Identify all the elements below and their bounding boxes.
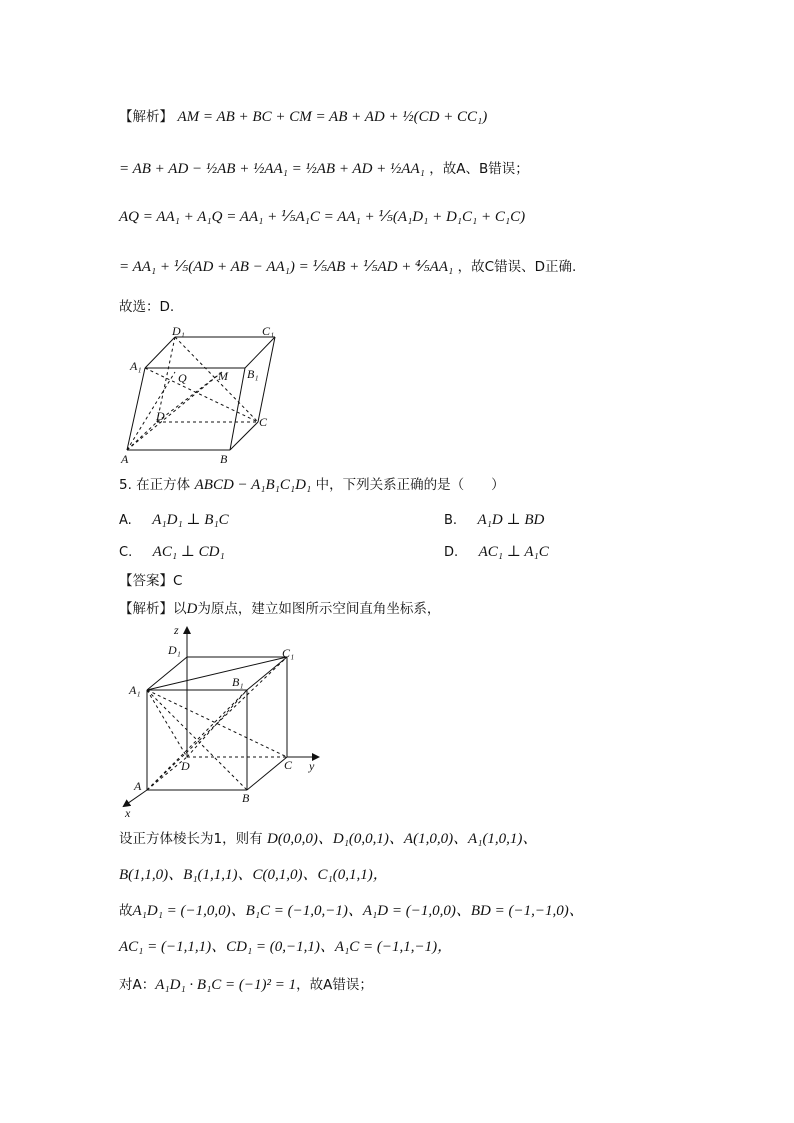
label-B1: B₁ xyxy=(232,675,244,689)
question-stem xyxy=(119,476,505,494)
analysis-label: 【解析】 xyxy=(119,601,173,617)
origin-point: D xyxy=(186,601,198,617)
coords-line-3 xyxy=(119,902,584,920)
prev-solution-line-3 xyxy=(119,208,525,226)
option-text: AC₁ ⊥ CD₁ xyxy=(152,544,225,560)
conclusion-text: ，故A错误； xyxy=(296,977,373,993)
answer-value: C xyxy=(173,573,183,589)
label-D: D xyxy=(181,759,190,773)
analysis-intro xyxy=(119,600,440,618)
prev-solution-line-2 xyxy=(119,160,529,178)
label-D: D xyxy=(156,409,165,423)
label-C1: C₁ xyxy=(282,646,295,660)
label-z: z xyxy=(174,623,179,637)
option-label: C. xyxy=(119,545,133,560)
vector-equation: AM = AB + BC + CM = AB + AD + ½(CD + CC₁) xyxy=(177,109,488,125)
label-B: B xyxy=(220,452,228,465)
solution-label: 【解析】 xyxy=(119,109,173,125)
label-x: x xyxy=(125,806,131,820)
prev-solution-line-4 xyxy=(119,258,576,276)
dot-product: A₁D₁ · B₁C = (−1)² = 1 xyxy=(155,977,297,993)
coords-text: 故 xyxy=(119,903,133,919)
label-A: A xyxy=(121,452,129,465)
label-y: y xyxy=(309,759,315,773)
vector-list: AC₁ = (−1,1,1)、CD₁ = (0,−1,1)、A₁C = (−1,1,−1)， xyxy=(119,939,453,955)
option-label: D. xyxy=(444,545,459,560)
label-D1: D₁ xyxy=(172,324,185,338)
vector-list: A₁D₁ = (−1,0,0)、B₁C = (−1,0,−1)、A₁D = (−1,0,0)、BD = (−1,−1,0)、 xyxy=(132,903,584,919)
label-C: C xyxy=(284,758,293,772)
label-A1: A₁ xyxy=(129,683,141,697)
vector-equation: = AA₁ + ⅕(AD + AB − AA₁) = ⅕AB + ⅕AD + ⅘AA₁ xyxy=(119,259,454,275)
parallelepiped-figure xyxy=(112,320,292,465)
cube-coordinate-figure xyxy=(112,620,327,820)
conclusion-text: ，故C错误、D正确. xyxy=(457,259,577,275)
option-text: A₁D₁ ⊥ B₁C xyxy=(152,512,229,528)
option-c[interactable] xyxy=(119,542,225,561)
label-A: A xyxy=(134,779,142,793)
prev-solution-line-1 xyxy=(119,108,487,126)
answer-label: 【答案】 xyxy=(119,573,173,589)
label-B1: B₁ xyxy=(247,367,259,381)
option-text: A₁D ⊥ BD xyxy=(477,512,545,528)
coords-line-2 xyxy=(119,866,388,884)
vector-equation: AQ = AA₁ + A₁Q = AA₁ + ⅕A₁C = AA₁ + ⅕(A₁D₁ + D₁C₁ + C₁C) xyxy=(119,209,526,225)
vector-equation: = AB + AD − ½AB + ½AA₁ = ½AB + AD + ½AA₁ xyxy=(119,161,425,177)
option-a[interactable] xyxy=(119,510,229,529)
question-number-text: 5. 在正方体 xyxy=(119,477,191,493)
prev-answer-line xyxy=(119,298,174,316)
answer-line xyxy=(119,572,182,590)
conclusion-text: ，故A、B错误； xyxy=(429,161,529,177)
label-C: C xyxy=(259,415,268,429)
label-D1: D₁ xyxy=(168,643,181,657)
label-Q: Q xyxy=(178,371,187,385)
cube-name: ABCD − A₁B₁C₁D₁ xyxy=(194,477,312,493)
coords-line-4 xyxy=(119,938,452,956)
label-C1: C₁ xyxy=(262,324,275,338)
label-A1: A₁ xyxy=(130,359,142,373)
answer-choice-text: 故选：D. xyxy=(119,299,175,315)
option-label: B. xyxy=(444,513,458,528)
coords-text: 对A： xyxy=(119,977,156,993)
analysis-text: 为原点，建立如图所示空间直角坐标系， xyxy=(197,601,441,617)
label-M: M xyxy=(218,369,228,383)
option-b[interactable] xyxy=(444,510,544,529)
coords-math: D(0,0,0)、D₁(0,0,1)、A(1,0,0)、A₁(1,0,1)、 xyxy=(267,831,538,847)
coords-math: B(1,1,0)、B₁(1,1,1)、C(0,1,0)、C₁(0,1,1)， xyxy=(119,867,388,883)
label-B: B xyxy=(242,791,250,805)
question-text: 中，下列关系正确的是（ ） xyxy=(315,477,505,493)
coords-line-1 xyxy=(119,830,537,848)
coords-line-5 xyxy=(119,976,373,994)
option-text: AC₁ ⊥ A₁C xyxy=(478,544,549,560)
option-label: A. xyxy=(119,513,132,528)
analysis-text: 以 xyxy=(173,601,187,617)
option-d[interactable] xyxy=(444,542,549,561)
coords-text: 设正方体棱长为1，则有 xyxy=(119,831,263,847)
